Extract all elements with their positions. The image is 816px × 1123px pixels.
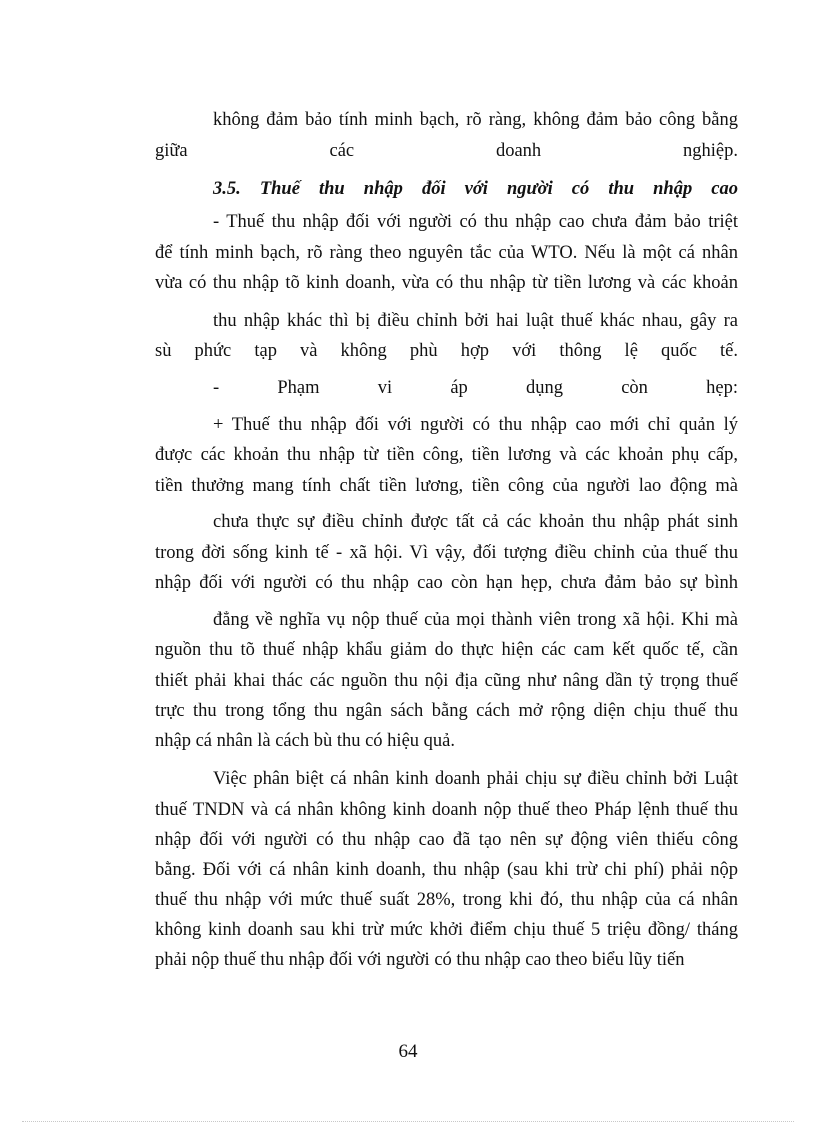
- text-line-11: được các khoản thu nhập từ tiền công, tiền lương và các khoản phụ cấp,: [155, 445, 738, 465]
- text-line-21: Việc phân biệt cá nhân kinh doanh phải chịu sự điều chỉnh bởi Luật: [213, 769, 738, 789]
- text-line-24: bằng. Đối với cá nhân kinh doanh, thu nhập (sau khi trừ chi phí) phải nộp: [155, 860, 738, 880]
- text-line-20: nhập cá nhân là cách bù thu có hiệu quả.: [155, 731, 455, 751]
- text-line-18: thiết phải khai thác các nguồn thu nội địa cũng như nâng dần tỷ trọng thuế: [155, 671, 738, 691]
- text-line-12: tiền thưởng mang tính chất tiền lương, tiền công của người lao động mà: [155, 476, 738, 496]
- text-line-27: phải nộp thuế thu nhập đối với người có thu nhập cao theo biểu lũy tiến: [155, 950, 685, 970]
- text-line-5: để tính minh bạch, rõ ràng theo nguyên tắc của WTO. Nếu là một cá nhân: [155, 243, 738, 263]
- text-line-22: thuế TNDN và cá nhân không kinh doanh nộp thuế theo Pháp lệnh thuế thu: [155, 800, 738, 820]
- text-line-4: - Thuế thu nhập đối với người có thu nhập cao chưa đảm bảo triệt: [213, 212, 738, 232]
- page-number: 64: [398, 1041, 418, 1062]
- text-line-14: trong đời sống kinh tế - xã hội. Vì vậy, đối tượng điều chỉnh của thuế thu: [155, 543, 738, 563]
- text-line-17: nguồn thu tõ thuế nhập khẩu giảm do thực hiện các cam kết quốc tế, cần: [155, 640, 738, 660]
- text-line-15: nhập đối với người có thu nhập cao còn hạn hẹp, chưa đảm bảo sự bình: [155, 573, 738, 593]
- text-line-10: + Thuế thu nhập đối với người có thu nhập cao mới chỉ quản lý: [213, 415, 738, 435]
- text-line-13: chưa thực sự điều chỉnh được tất cả các khoản thu nhập phát sinh: [213, 512, 738, 532]
- text-line-16: đẳng về nghĩa vụ nộp thuế của mọi thành viên trong xã hội. Khi mà: [213, 610, 738, 630]
- text-line-6: vừa có thu nhập tõ kinh doanh, vừa có thu nhập từ tiền lương và các khoản: [155, 273, 738, 293]
- text-line-8: sù phức tạp và không phù hợp với thông lệ quốc tế.: [155, 341, 738, 361]
- text-line-1: không đảm bảo tính minh bạch, rõ ràng, không đảm bảo công bằng: [213, 110, 738, 130]
- text-line-19: trực thu trong tổng thu ngân sách bằng cách mở rộng diện chịu thuế thu: [155, 701, 738, 721]
- section-heading: 3.5. Thuế thu nhập đối với người có thu nhập cao: [213, 179, 738, 199]
- text-line-23: nhập đối với người có thu nhập cao đã tạo nên sự động viên thiếu công: [155, 830, 738, 850]
- page-bottom-border: [22, 1121, 794, 1122]
- text-line-7: thu nhập khác thì bị điều chỉnh bởi hai luật thuế khác nhau, gây ra: [213, 311, 738, 331]
- text-line-26: không kinh doanh sau khi trừ mức khởi điểm chịu thuế 5 triệu đồng/ tháng: [155, 920, 738, 940]
- text-line-25: thuế thu nhập với mức thuế suất 28%, trong khi đó, thu nhập của cá nhân: [155, 890, 738, 910]
- text-line-9: - Phạm vi áp dụng còn hẹp:: [213, 378, 738, 398]
- text-line-2: giữa các doanh nghiệp.: [155, 141, 738, 161]
